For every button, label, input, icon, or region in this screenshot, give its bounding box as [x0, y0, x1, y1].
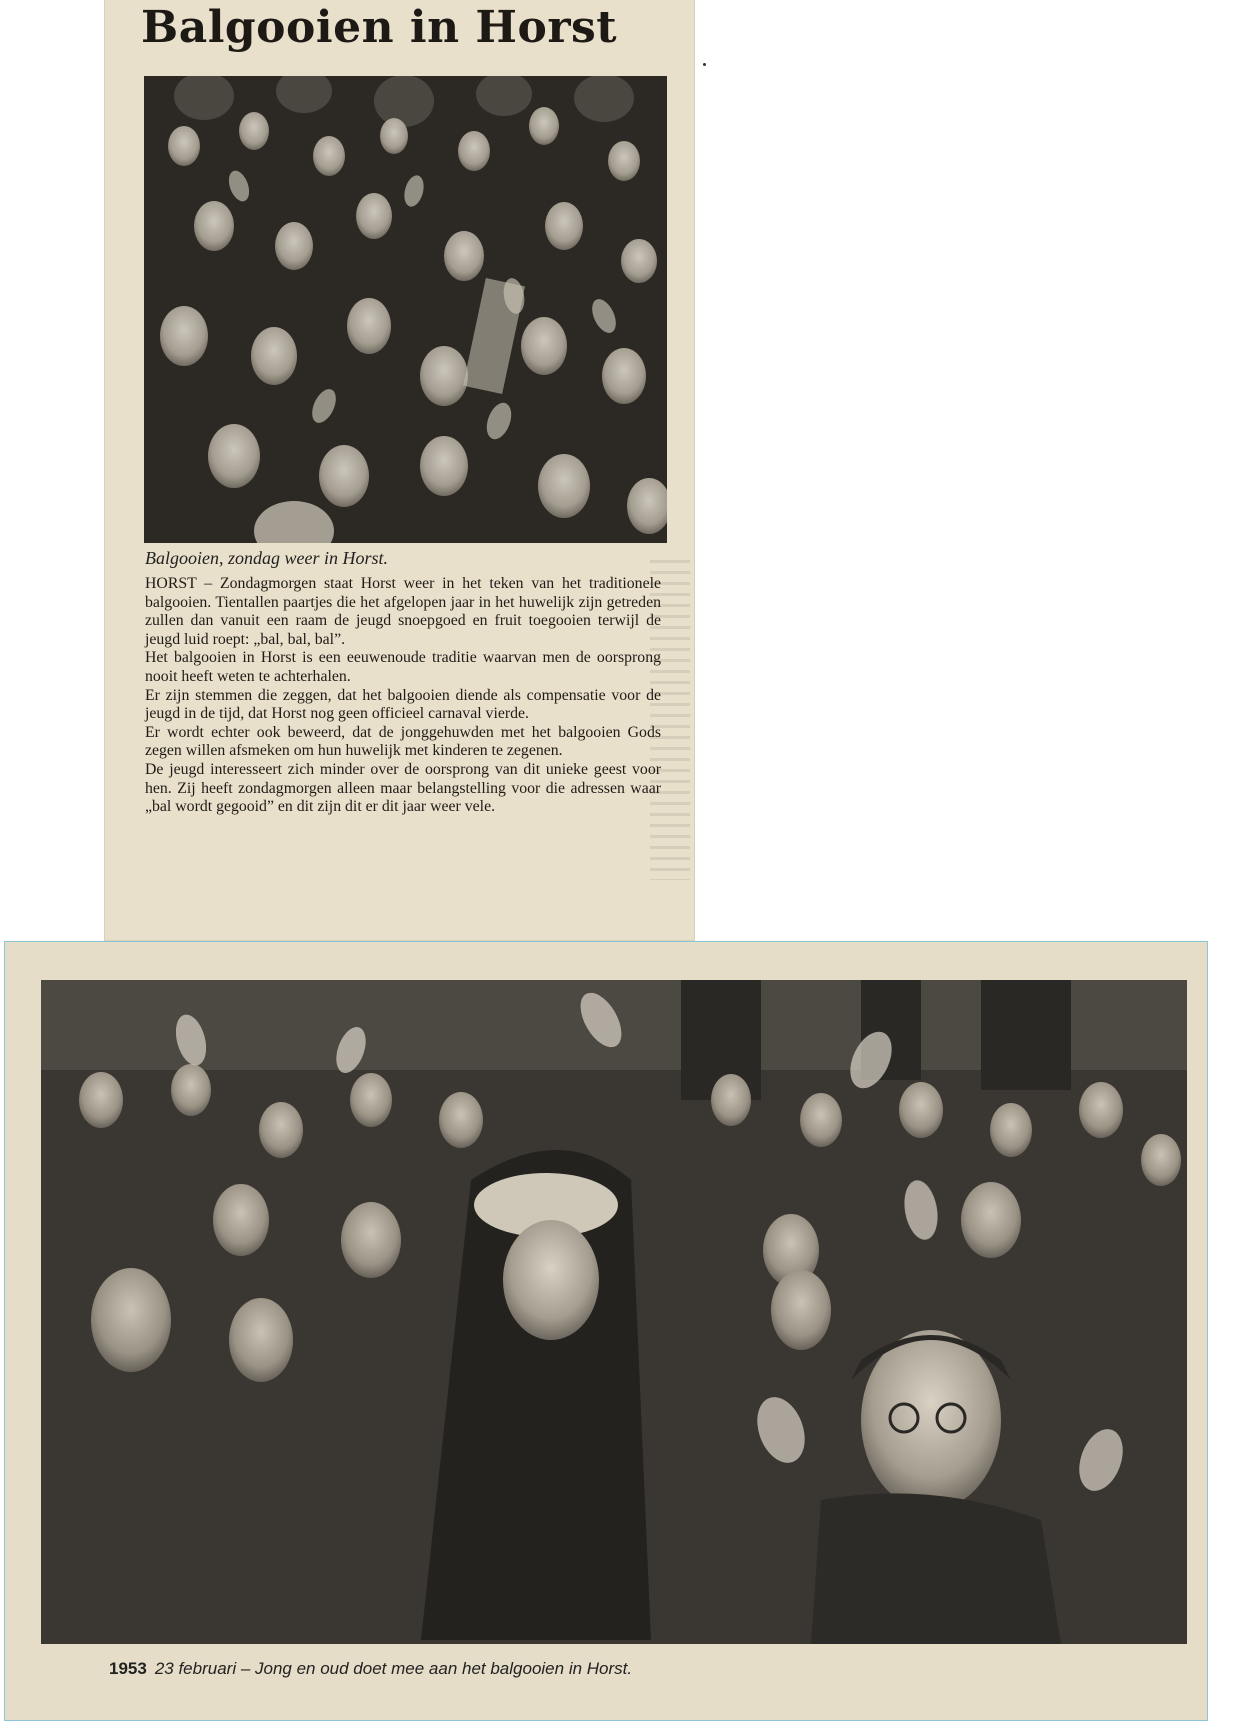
photo-caption-1953	[109, 1659, 632, 1679]
article-paragraph: Er zijn stemmen die zeggen, dat het balgooien diende als compensatie voor de jeugd in de tijd, dat Horst nog geen officieel carnaval vierde.	[145, 686, 661, 723]
newspaper-clipping-bottom	[4, 941, 1208, 1721]
caption-text: 23 februari – Jong en oud doet mee aan het balgooien in Horst.	[154, 1659, 633, 1678]
article-paragraph: HORST – Zondagmorgen staat Horst weer in het teken van het traditionele balgooien. Tientallen paartjes die het afgelopen jaar in het huwelijk zijn getreden zullen dan vanuit een raam de jeugd snoepgoed en fruit toegooien terwijl de jeugd luid roept: „bal, bal, bal”.	[145, 575, 661, 648]
speck	[703, 63, 706, 66]
balgooien-1953-photo	[41, 980, 1187, 1644]
crowd-photo-graphic	[144, 76, 667, 543]
crowd-photo	[144, 76, 667, 543]
article-paragraph: Er wordt echter ook beweerd, dat de jonggehuwden met het balgooien Gods zegen willen afsmeken om hun huwelijk met kinderen te zegenen.	[145, 723, 661, 760]
balgooien-1953-graphic	[41, 980, 1187, 1644]
article-body	[145, 575, 661, 817]
caption-year: 1953	[109, 1659, 147, 1678]
newspaper-clipping-top	[105, 0, 694, 940]
headline: Balgooien in Horst	[141, 2, 618, 53]
photo-caption: Balgooien, zondag weer in Horst.	[145, 548, 388, 568]
article-paragraph: De jeugd interesseert zich minder over de oorsprong van dit unieke geest voor hen. Zij heeft zondagmorgen alleen maar belangstelling voor die adressen waar „bal wordt gegooid” en dit zijn dit er dit jaar weer vele.	[145, 760, 661, 816]
article-paragraph: Het balgooien in Horst is een eeuwenoude traditie waarvan men de oorsprong nooit heeft weten te achterhalen.	[145, 649, 661, 685]
